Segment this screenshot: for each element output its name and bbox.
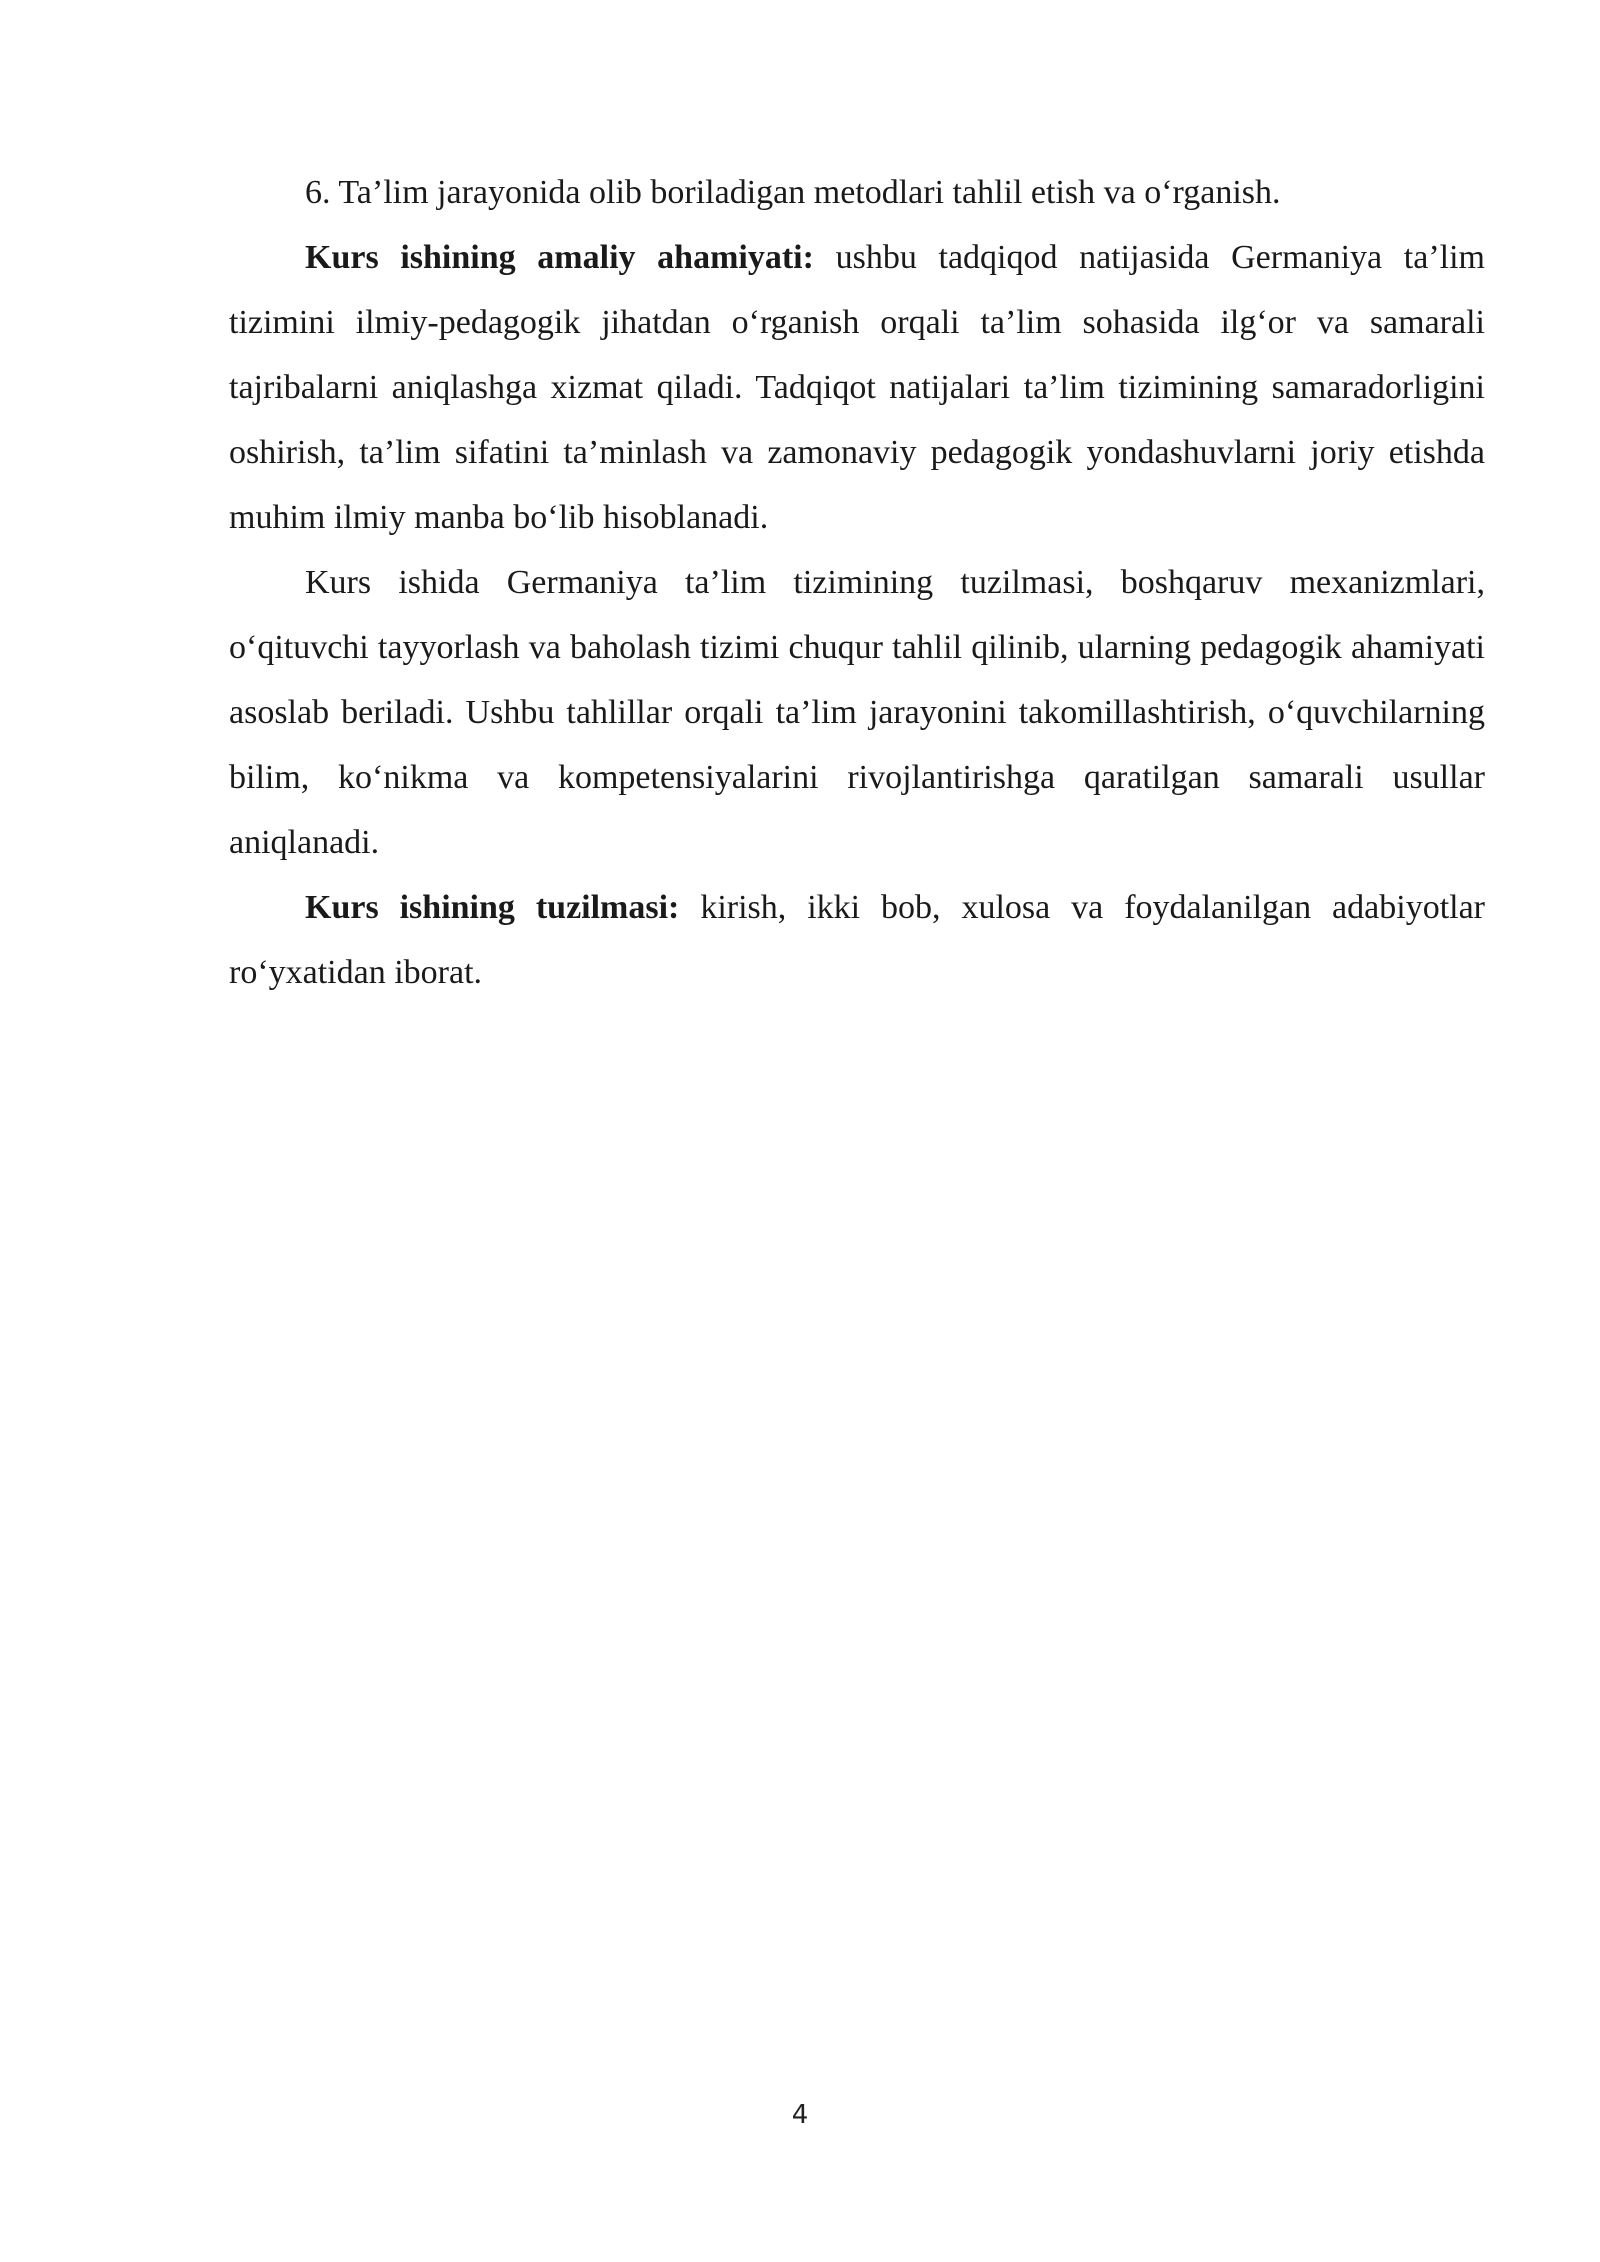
objective-item-6-text: 6. Ta’lim jarayonida olib boriladigan metodlari tahlil etish va o‘rganish. <box>305 174 1281 211</box>
structure-text: kirish, ikki bob, xulosa va foydalanilgan adabiyotlar ro‘yxatidan iborat. <box>229 889 1485 991</box>
structure-paragraph <box>229 875 1485 1005</box>
page-number: 4 <box>791 2100 809 2130</box>
structure-label: Kurs ishining tuzilmasi: <box>305 889 680 926</box>
practical-significance-label: Kurs ishining amaliy ahamiyati: <box>305 239 814 276</box>
analysis-paragraph <box>229 550 1485 875</box>
practical-significance-paragraph <box>229 225 1485 550</box>
page-body <box>229 160 1485 1005</box>
objective-item-6 <box>229 160 1485 225</box>
practical-significance-text: ushbu tadqiqod natijasida Germaniya ta’lim tizimini ilmiy-pedagogik jihatdan o‘rganish orqali ta’lim sohasida ilg‘or va samarali tajribalarni aniqlashga xizmat qiladi. Tadqiqot natijalari ta’lim tizimining samaradorligini oshirish, ta’lim sifatini ta’minlash va zamonaviy pedagogik yondashuvlarni joriy etishda muhim ilmiy manba bo‘lib hisoblanadi. <box>229 239 1485 536</box>
analysis-paragraph-text: Kurs ishida Germaniya ta’lim tizimining tuzilmasi, boshqaruv mexanizmlari, o‘qituvchi tayyorlash va baholash tizimi chuqur tahlil qilinib, ularning pedagogik ahamiyati asoslab beriladi. Ushbu tahlillar orqali ta’lim jarayonini takomillashtirish, o‘quvchilarning bilim, ko‘nikma va kompetensiyalarini rivojlantirishga qaratilgan samarali usullar aniqlanadi. <box>229 564 1485 861</box>
